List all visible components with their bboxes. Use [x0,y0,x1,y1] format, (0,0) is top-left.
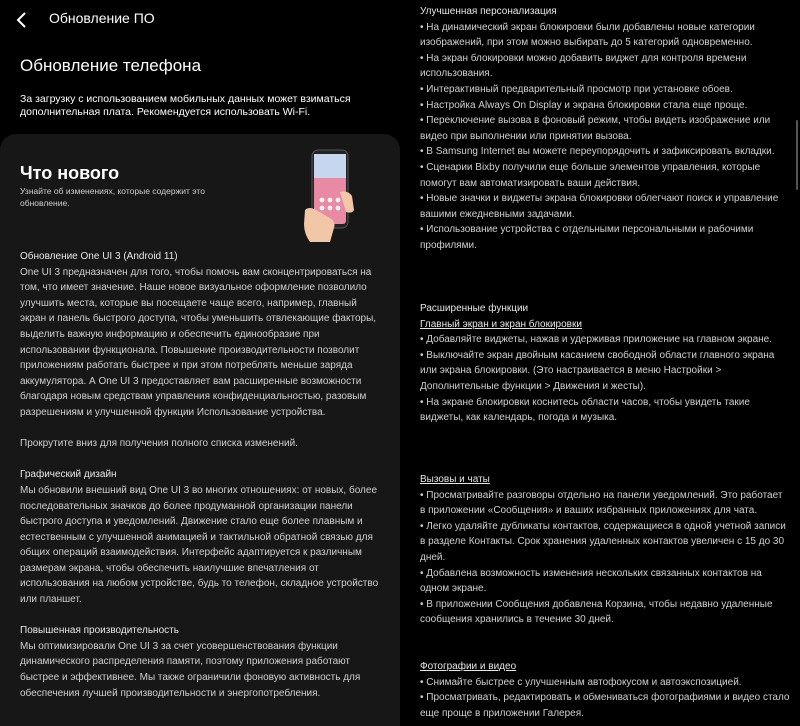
advanced-section [420,301,790,426]
scroll-hint: Прокрутите вниз для получения полного списка изменений. [20,438,298,450]
update-heading: Обновление One UI 3 (Android 11) [20,251,178,262]
advanced-heading: Расширенные функции [420,303,529,314]
update-text: One UI 3 предназначен для того, чтобы помочь вам сконцентрироваться на том, что имеет значение. Наше новое визуальное оформление позволило улучшить места, которые вы посещаете чаще всего, например, главный экран и панель быстрого доступа, чтобы уменьшить отвлекающие факторы, выделить важную информацию и обеспечить единообразие при использовании функционала. Повышение производительности позволит приложениям работать быстрее и при этом потреблять меньше заряда аккумулятора. А One UI 3 предоставляет вам расширенные возможности благодаря новым средствам управления конфиденциальностью, разовым разрешениям и улучшенной функции Использование устройства. [20,266,377,418]
list-item: • Использование устройства с отдельными персональными и рабочими профилями. [420,224,754,251]
list-item: • Добавлена возможность изменения нескольких связанных контактов на одном экране. [420,567,762,595]
performance-text: Мы оптимизировали One UI 3 за счет усовершенствования функции динамического распределения памяти, поэтому приложения работают быстрее и эффективнее. Мы также ограничили фоновую активность для обеспечения лучшей производительности и энергопотребления. [20,640,361,699]
screen-title: Обновление ПО [49,10,155,26]
list-item: • В Samsung Internet вы можете переупорядочить и зафиксировать вкладки. [420,146,775,158]
list-item: • Снимайте быстрее с улучшенным автофокусом и автоэкспозицией. [420,676,742,688]
list-item: • В приложении Сообщения добавлена Корзина, чтобы недавно удаленные сообщения хранились в течение 30 дней. [420,598,773,626]
graphic-design-text: Мы обновили внешний вид One UI 3 во многих отношениях: от новых, более последовательных значков до более продуманной организации панели быстрого доступа и уведомлений. Движение стало еще более плавным и естественным с улучшенной анимацией и тактильной обратной связью для общих операций взаимодействия. Интерфейс адаптируется к различным размерам экрана, чтобы обеспечить наилучшие впечатления от использования на любом устройстве, будь то телефон, складное устройство или планшет. [20,484,379,606]
personalization-heading: Улучшенная персонализация [420,6,557,17]
calls-section [420,472,790,628]
scrollbar[interactable] [796,120,798,190]
performance-heading: Повышенная производительность [20,625,179,637]
personalization-section [420,4,790,254]
whats-new-title: Что нового [20,163,120,183]
back-arrow-icon[interactable] [12,10,32,30]
list-item: • На динамический экран блокировки были добавлены новые категории изображений, при этом можно выбирать до 5 категорий одновременно. [420,21,755,49]
list-item: • На экран блокировки можно добавить виджет для контроля времени использования. [420,52,747,80]
list-item: • Переключение вызова в фоновый режим, чтобы видеть изображение или видео при выполнении или принятии вызова. [420,115,771,142]
list-item: • Настройка Always On Display и экрана блокировки стала еще проще. [420,99,748,111]
photo-subheading: Фотографии и видео [420,661,517,672]
list-item: • Сценарии Bixby получили еще больше элементов управления, которые помогут вам автоматизировать ваши действия. [420,161,761,189]
list-item: • Выключайте экран двойным касанием свободной области главного экрана или экрана блокировки. (Это настраивается в меню Настройки > Дополнительные функции > Движения и жесты). [420,349,775,392]
whats-new-subtitle: Узнайте об изменениях, которые содержит это обновление. [20,186,205,208]
update-section [20,249,380,701]
list-item: • На экране блокировки коснитесь области часов, чтобы увидеть такие виджеты, как календарь, погода и музыка. [420,396,750,424]
calls-subheading: Вызовы и чаты [420,474,490,485]
list-item: • Новые значки и виджеты экрана блокировки облегчают поиск и управление вашими ежедневными задачами. [420,193,779,220]
top-bar [0,0,400,40]
home-lock-subheading: Главный экран и экран блокировки [420,318,582,330]
list-item: • Просматривать, редактировать и обмениваться фотографиями и видео стало еще проще в приложении Галерея. [420,692,790,719]
list-item: • Добавляйте виджеты, нажав и удерживая приложение на главном экране. [420,334,772,346]
list-item: • Интерактивный предварительный просмотр при установке обоев. [420,83,733,95]
graphic-design-heading: Графический дизайн [20,469,117,481]
phone-illustration [300,148,370,244]
list-item: • Просматривайте разговоры отдельно на панели уведомлений. Это работает в приложении «Сообщения» и ваших избранных приложениях для чата. [420,489,783,517]
page-title: Обновление телефона [20,56,202,75]
photo-section [420,659,790,721]
right-panel [405,0,800,726]
data-charge-notice: За загрузку с использованием мобильных данных может взиматься дополнительная плата. Рекомендуется использовать Wi-Fi. [20,93,351,118]
list-item: • Легко удаляйте дубликаты контактов, содержащиеся в одной учетной записи в разделе Контакты. Срок хранения удаленных контактов увеличен с 15 до 30 дней. [420,520,786,563]
